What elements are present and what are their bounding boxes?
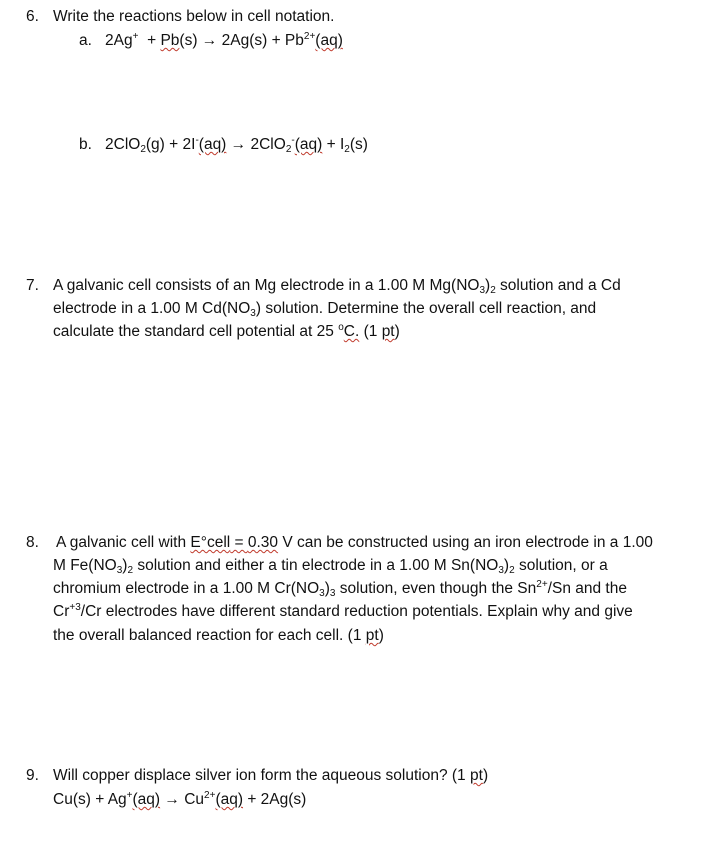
question-6a-reaction: $2Ag^+ + Pb(s) \to 2Ag(s) + Pb^{2+}(aq)$	[105, 31, 343, 49]
question-6a-label: a.	[79, 32, 92, 49]
reaction-arrow-icon: →	[230, 136, 247, 153]
question-6-number: 6.	[26, 8, 39, 25]
question-8-line-2: M $Fe(NO_3)_2$ solution and either a tin electrode in a 1.00 M $Sn(NO_3)_2$ solution, or a	[53, 557, 608, 576]
question-8-number: 8.	[26, 534, 39, 551]
reaction-arrow-icon: →	[201, 32, 218, 49]
question-6-prompt: Write the reactions below in cell notation.	[53, 8, 335, 25]
question-9-line-1: Will copper displace silver ion form the aqueous solution? (1 pt)	[53, 767, 489, 784]
question-7-number: 7.	[26, 277, 39, 294]
question-9-reaction: $Cu(s) + Ag^+(aq) \to Cu^{2+}(aq) + 2Ag(s)$	[53, 790, 307, 808]
question-8-line-4: $Cr^{+3}/Cr$ electrodes have different standard reduction potentials. Explain why and give	[53, 602, 633, 620]
question-8-line-5: the overall balanced reaction for each cell. (1 pt)	[53, 627, 384, 644]
question-7-line-2: electrode in a 1.00 M $Cd(NO_3)$ solution. Determine the overall cell reaction, and	[53, 300, 597, 319]
question-7-line-3: calculate the standard cell potential at 25 $^o$C. (1 pt)	[53, 322, 400, 340]
question-7-line-1: A galvanic cell consists of an Mg electrode in a 1.00 M $Mg(NO_3)_2$ solution and a Cd	[53, 277, 621, 296]
reaction-arrow-icon: →	[164, 791, 180, 808]
question-9-number: 9.	[26, 767, 39, 784]
question-6b-label: b.	[79, 136, 92, 153]
question-8-line-3: chromium electrode in a 1.00 M $Cr(NO_3)_3$ solution, even though the $Sn^{2+}/Sn$ and the	[53, 579, 627, 599]
question-8-line-1: A galvanic cell with E°cell = 0.30 V can be constructed using an iron electrode in a 1.00	[56, 534, 653, 551]
question-6b-reaction: $2ClO_2(g) + 2I^-(aq) \to 2ClO_2^-(aq) + I_2(s)$	[105, 135, 368, 155]
